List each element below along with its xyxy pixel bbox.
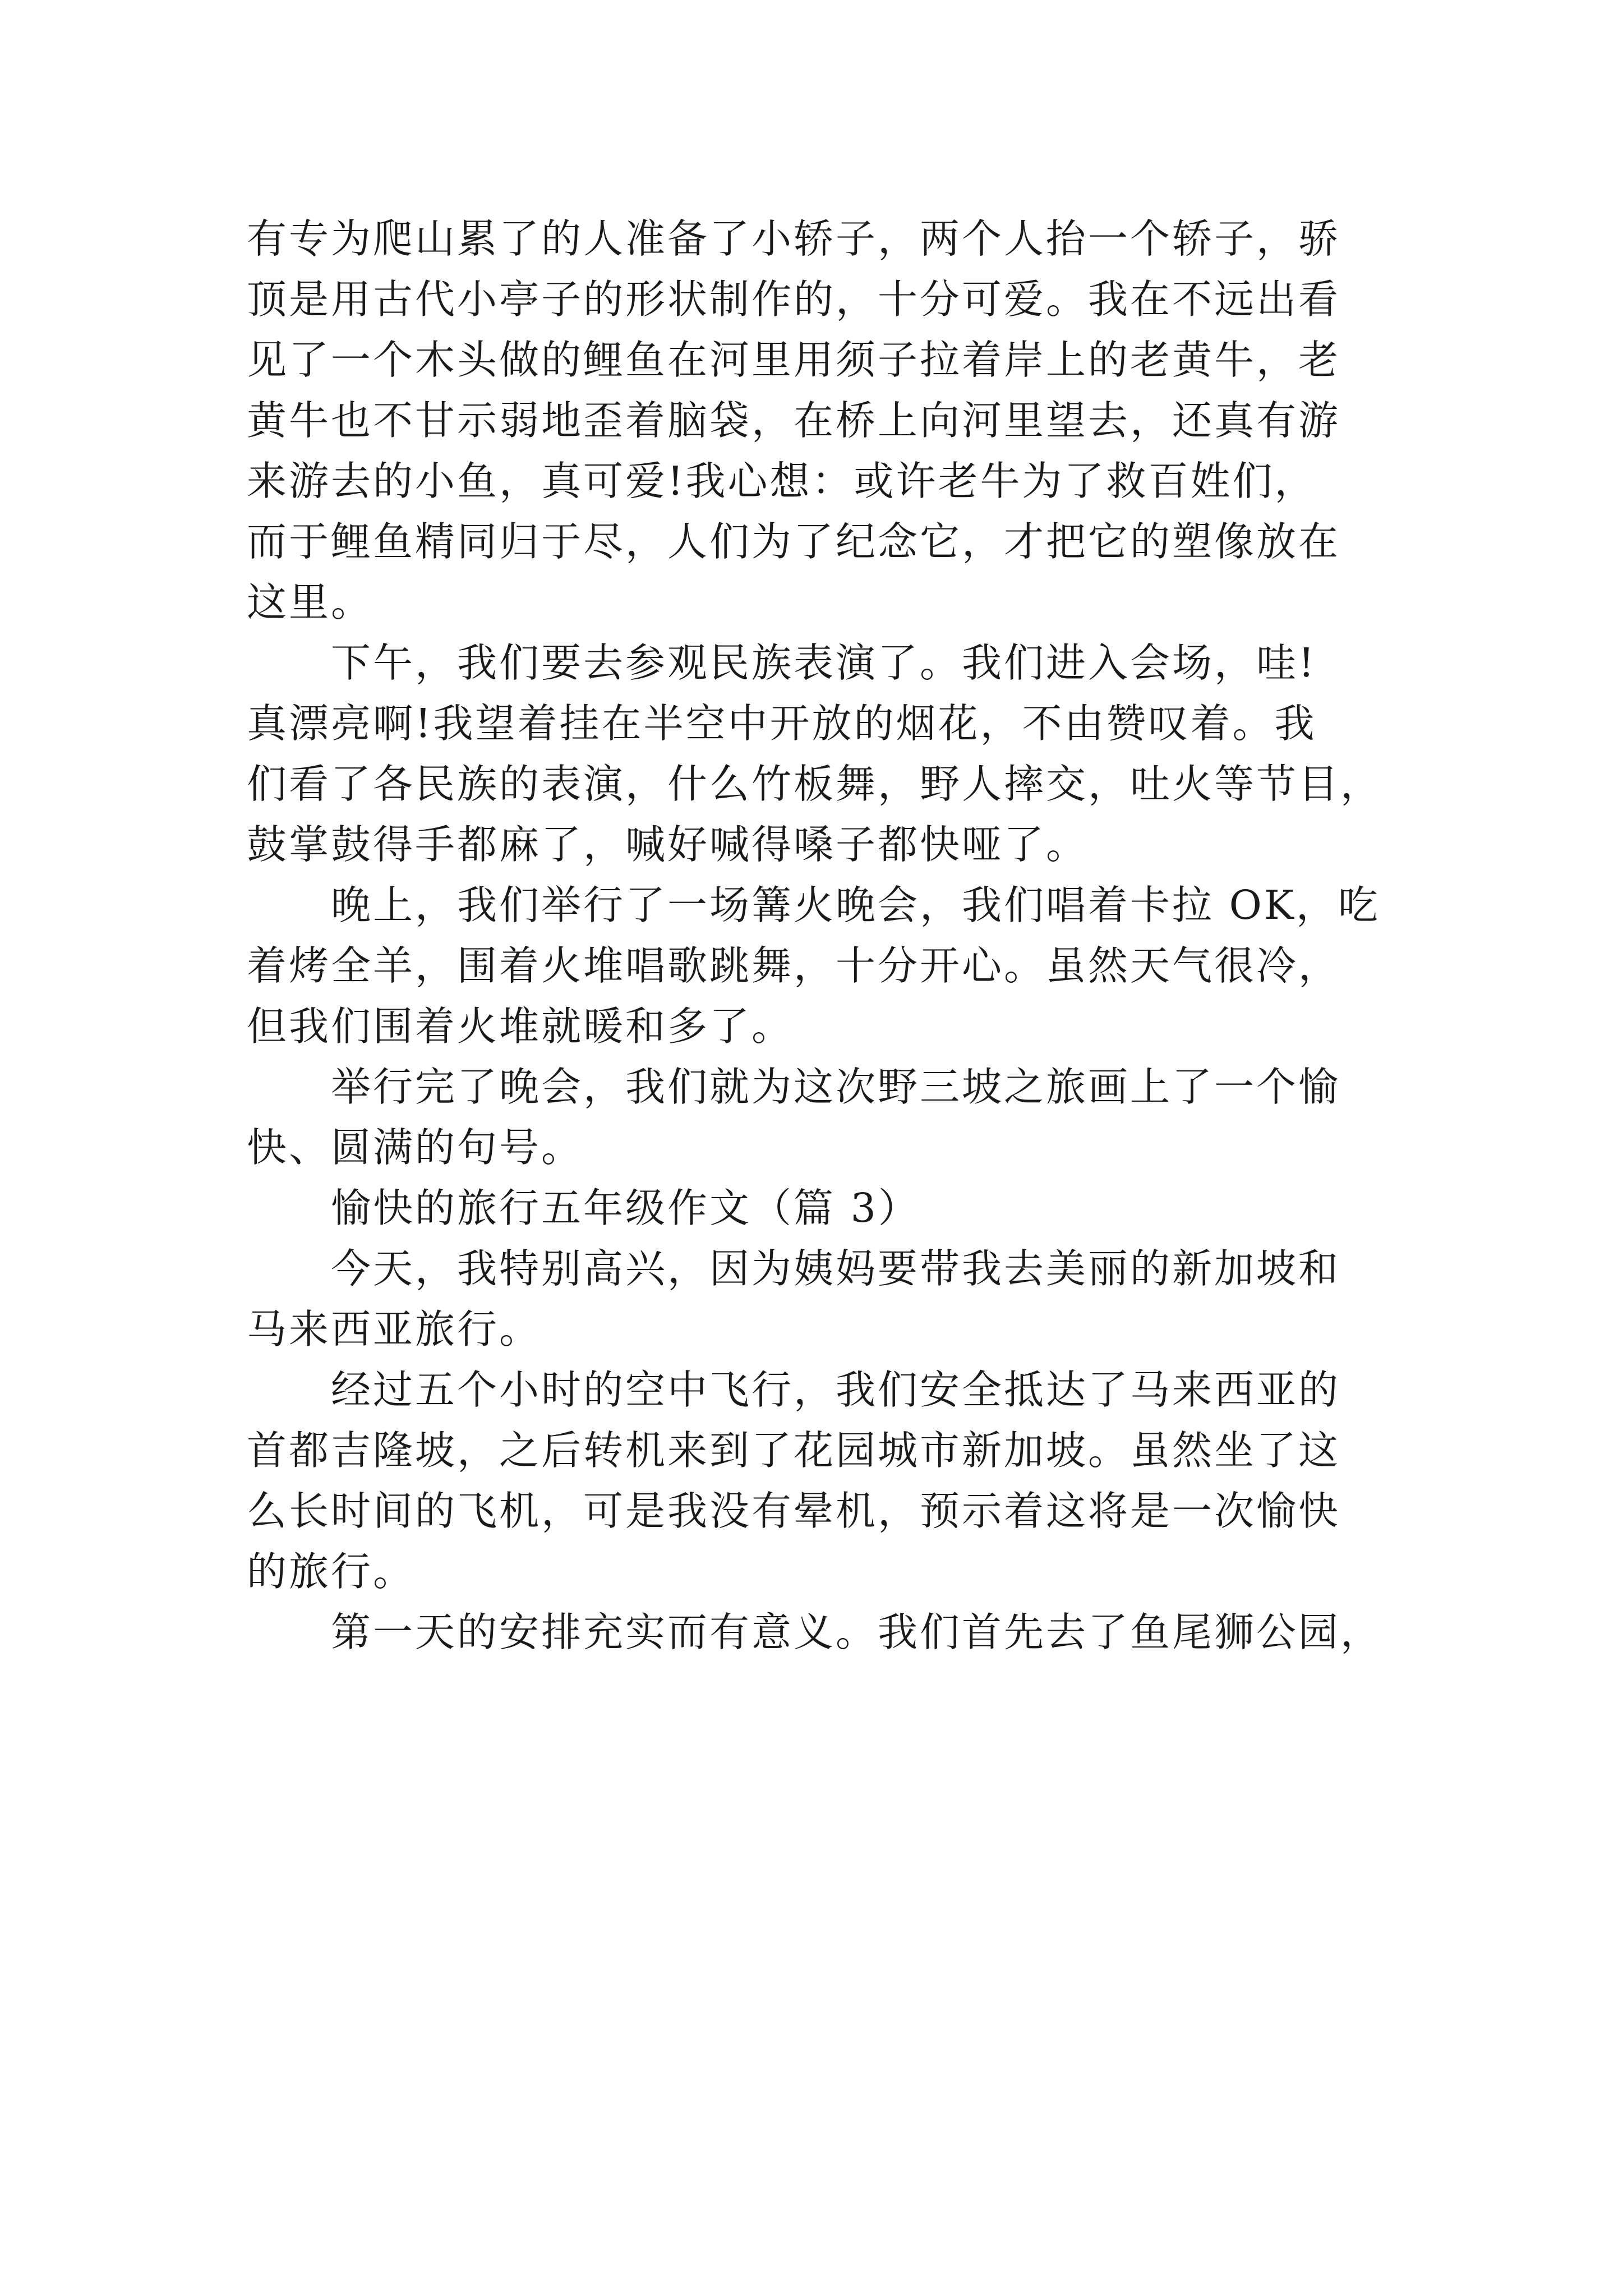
text-line: 快、圆满的句号。 (247, 1124, 584, 1171)
section-heading: 愉快的旅行五年级作文（篇 3） (247, 1185, 920, 1231)
text-line: 真漂亮啊!我望着挂在半空中开放的烟花，不由赞叹着。我 (247, 700, 1317, 747)
text-line: 鼓掌鼓得手都麻了，喊好喊得嗓子都快哑了。 (247, 821, 1089, 868)
text-line: 今天，我特别高兴，因为姨妈要带我去美丽的新加坡和 (247, 1245, 1341, 1292)
text-line: 经过五个小时的空中飞行，我们安全抵达了马来西亚的 (247, 1366, 1341, 1413)
article-body (247, 209, 1385, 1663)
text-line: 但我们围着火堆就暖和多了。 (247, 1003, 794, 1050)
text-line: 的旅行。 (247, 1548, 416, 1595)
text-line: 们看了各民族的表演，什么竹板舞，野人摔交，吐火等节目， (247, 761, 1383, 807)
text-line: 有专为爬山累了的人准备了小轿子，两个人抬一个轿子，骄 (247, 215, 1341, 262)
text-line: 下午，我们要去参观民族表演了。我们进入会场，哇! (247, 639, 1317, 686)
text-line: 来游去的小鱼，真可爱!我心想：或许老牛为了救百姓们， (247, 458, 1317, 504)
text-line: 见了一个木头做的鲤鱼在河里用须子拉着岸上的老黄牛，老 (247, 337, 1341, 383)
text-line: 举行完了晚会，我们就为这次野三坡之旅画上了一个愉 (247, 1064, 1341, 1110)
text-line: 着烤全羊，围着火堆唱歌跳舞，十分开心。虽然天气很冷， (247, 942, 1341, 989)
text-line: 么长时间的飞机，可是我没有晕机，预示着这将是一次愉快 (247, 1488, 1341, 1534)
text-line: 顶是用古代小亭子的形状制作的，十分可爱。我在不远出看 (247, 276, 1341, 323)
text-line: 而于鲤鱼精同归于尽，人们为了纪念它，才把它的塑像放在 (247, 518, 1341, 565)
text-line: 第一天的安排充实而有意义。我们首先去了鱼尾狮公园， (247, 1609, 1383, 1655)
text-line: 黄牛也不甘示弱地歪着脑袋，在桥上向河里望去，还真有游 (247, 397, 1341, 444)
text-line: 首都吉隆坡，之后转机来到了花园城市新加坡。虽然坐了这 (247, 1427, 1341, 1474)
text-line: 这里。 (247, 579, 374, 625)
text-line: 马来西亚旅行。 (247, 1306, 542, 1352)
text-line: 晚上，我们举行了一场篝火晚会，我们唱着卡拉 OK，吃 (247, 882, 1380, 928)
